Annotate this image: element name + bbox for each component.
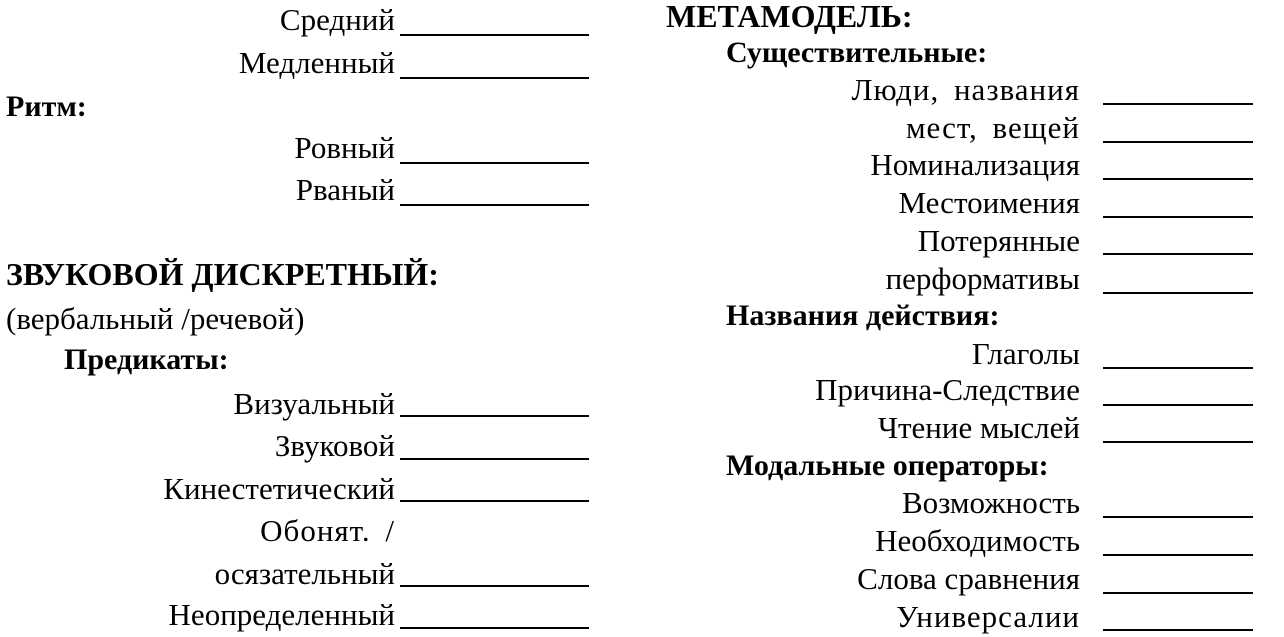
noun-nominalization-blank[interactable] bbox=[1103, 178, 1253, 180]
noun-pronouns-label: Местоимения bbox=[898, 185, 1080, 220]
noun-pronouns-blank[interactable] bbox=[1103, 216, 1253, 218]
action-cause-effect-blank[interactable] bbox=[1103, 404, 1253, 406]
rhythm-torn-label: Рваный bbox=[295, 172, 395, 207]
noun-nominalization-label: Номинализация bbox=[870, 147, 1080, 182]
predicates-heading: Предикаты: bbox=[64, 343, 229, 376]
action-cause-effect-label: Причина-Следствие bbox=[815, 372, 1080, 407]
speed-slow-label: Медленный bbox=[238, 45, 395, 80]
noun-people-label: Люди, названия bbox=[851, 72, 1080, 107]
predicate-visual-label: Визуальный bbox=[233, 386, 395, 421]
action-mind-reading-blank[interactable] bbox=[1103, 441, 1253, 443]
modal-comparison-label: Слова сравнения bbox=[857, 561, 1080, 596]
modal-universals-label: Универсалии bbox=[896, 599, 1080, 634]
modal-heading: Модальные операторы: bbox=[726, 449, 1049, 482]
rhythm-even-label: Ровный bbox=[294, 130, 395, 165]
modal-possibility-blank[interactable] bbox=[1103, 516, 1253, 518]
predicate-auditory-blank[interactable] bbox=[400, 458, 589, 460]
action-verbs-blank[interactable] bbox=[1103, 367, 1253, 369]
speed-medium-blank[interactable] bbox=[400, 34, 589, 36]
noun-performatives-label: перформативы bbox=[885, 261, 1080, 296]
predicate-kinesthetic-label: Кинестетический bbox=[163, 471, 395, 506]
discrete-heading: ЗВУКОВОЙ ДИСКРЕТНЫЙ: bbox=[6, 256, 439, 292]
metamodel-heading: МЕТАМОДЕЛЬ: bbox=[666, 0, 913, 34]
noun-places-blank[interactable] bbox=[1103, 141, 1253, 143]
noun-people-blank[interactable] bbox=[1103, 103, 1253, 105]
noun-lost-blank[interactable] bbox=[1103, 253, 1253, 255]
predicate-unspecified-label: Неопределенный bbox=[168, 597, 395, 632]
action-verbs-label: Глаголы bbox=[971, 336, 1080, 371]
modal-comparison-blank[interactable] bbox=[1103, 592, 1253, 594]
noun-places-label: мест, вещей bbox=[905, 110, 1080, 145]
noun-performatives-blank[interactable] bbox=[1103, 292, 1253, 294]
predicate-olfactory-label-line1: Обонят. / bbox=[260, 513, 395, 548]
discrete-subheading: (вербальный /речевой) bbox=[6, 301, 305, 336]
modal-possibility-label: Возможность bbox=[901, 485, 1080, 520]
noun-lost-label: Потерянные bbox=[917, 223, 1080, 258]
speed-medium-label: Средний bbox=[279, 2, 395, 37]
predicate-auditory-label: Звуковой bbox=[274, 428, 395, 463]
modal-necessity-label: Необходимость bbox=[875, 523, 1080, 558]
actions-heading: Названия действия: bbox=[726, 299, 1000, 332]
rhythm-heading: Ритм: bbox=[6, 90, 87, 123]
action-mind-reading-label: Чтение мыслей bbox=[877, 410, 1080, 445]
nouns-heading: Существительные: bbox=[726, 36, 988, 69]
predicate-olfactory-label-line2: осязательный bbox=[214, 556, 395, 591]
modal-necessity-blank[interactable] bbox=[1103, 554, 1253, 556]
modal-universals-blank[interactable] bbox=[1103, 629, 1253, 631]
